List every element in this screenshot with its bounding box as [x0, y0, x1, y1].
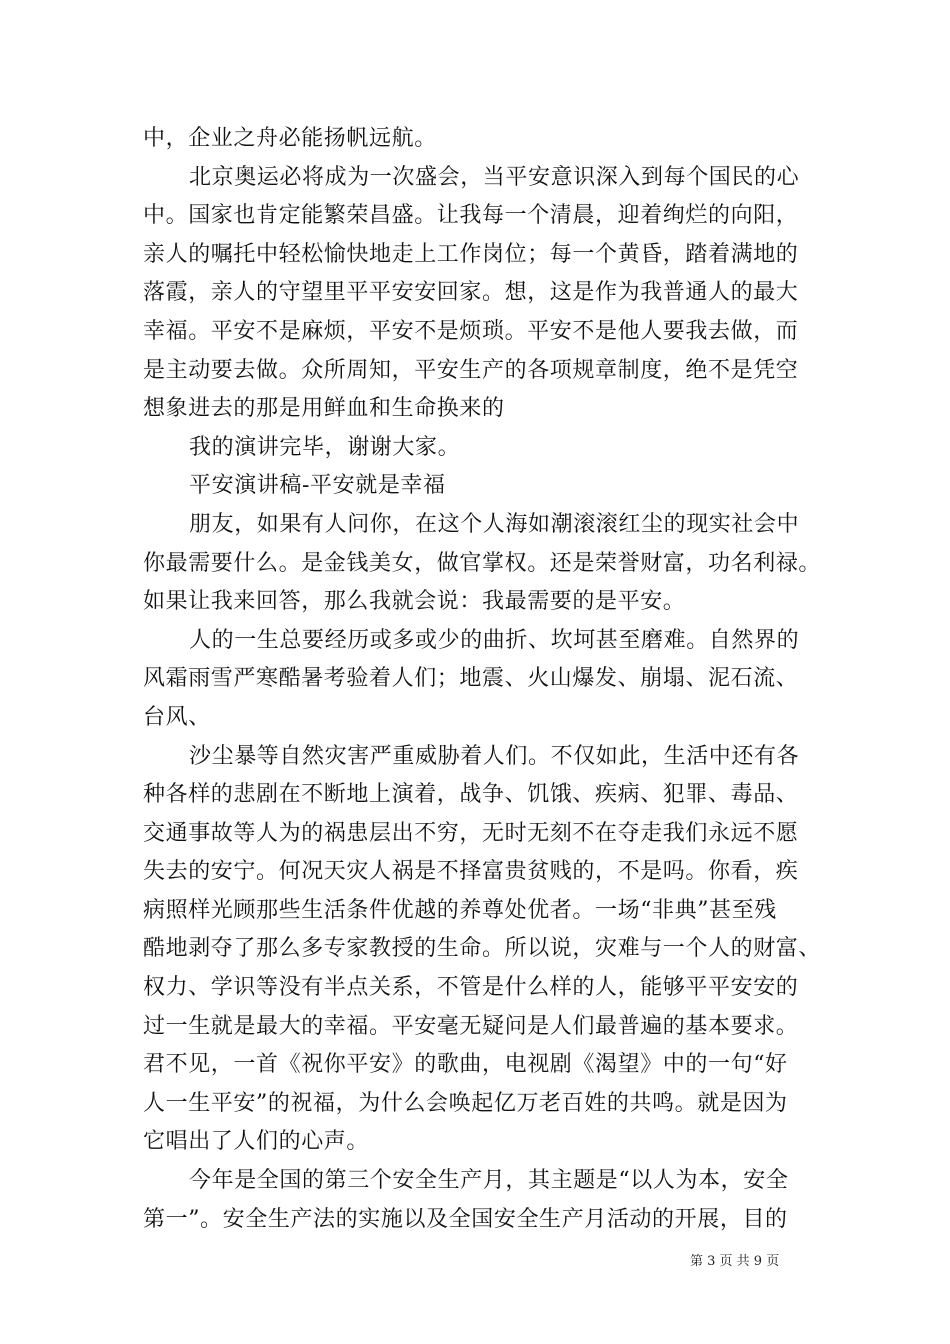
- page-number-footer: 第 3 页 共 9 页: [690, 1254, 780, 1269]
- text-line: 人一生平安”的祝福，为什么会唤起亿万老百姓的共鸣。就是因为: [143, 1090, 788, 1116]
- text-line: 今年是全国的第三个安全生产月，其主题是“以人为本，安全: [189, 1168, 789, 1194]
- text-line: 台风、: [143, 704, 211, 730]
- text-line: 落霞，亲人的守望里平平安安回家。想，这是作为我普通人的最大: [143, 280, 799, 306]
- text-line: 人的一生总要经历或多或少的曲折、坎坷甚至磨难。自然界的: [189, 627, 800, 653]
- text-line: 风霜雨雪严寒酷暑考验着人们；地震、火山爆发、崩塌、泥石流、: [143, 666, 799, 692]
- text-line: 病照样光顾那些生活条件优越的养尊处优者。一场“非典”甚至残: [143, 897, 777, 923]
- text-line: 平安演讲稿-平安就是幸福: [189, 473, 446, 499]
- text-line: 朋友，如果有人问你，在这个人海如潮滚滚红尘的现实社会中: [189, 511, 800, 537]
- text-line: 过一生就是最大的幸福。平安毫无疑问是人们最普遍的基本要求。: [143, 1013, 799, 1039]
- body-text: [143, 120, 823, 1239]
- text-line: 第一”。安全生产法的实施以及全国安全生产月活动的开展，目的: [143, 1206, 788, 1232]
- text-line: 亲人的嘱托中轻松愉快地走上工作岗位；每一个黄昏，踏着满地的: [143, 241, 799, 267]
- text-line: 中，企业之舟必能扬帆远航。: [143, 126, 437, 151]
- text-line: 君不见，一首《祝你平安》的歌曲，电视剧《渴望》中的一句“好: [143, 1052, 788, 1078]
- text-line: 想象进去的那是用鲜血和生命换来的: [143, 396, 505, 422]
- text-line: 我的演讲完毕，谢谢大家。: [189, 434, 461, 460]
- text-line: 如果让我来回答，那么我就会说：我最需要的是平安。: [143, 589, 686, 615]
- text-line: 是主动要去做。众所周知，平安生产的各项规章制度，绝不是凭空: [143, 357, 799, 383]
- text-line: 酷地剥夺了那么多专家教授的生命。所以说，灾难与一个人的财富、: [143, 936, 822, 962]
- text-line: 失去的安宁。何况天灾人祸是不择富贵贫贱的，不是吗。你看，疾: [143, 859, 799, 885]
- text-line: 沙尘暴等自然灾害严重威胁着人们。不仅如此，生活中还有各: [189, 743, 800, 769]
- text-line: 北京奥运必将成为一次盛会，当平安意识深入到每个国民的心: [189, 164, 800, 190]
- text-line: 幸福。平安不是麻烦，平安不是烦琐。平安不是他人要我去做，而: [143, 318, 799, 344]
- text-line: 种各样的悲剧在不断地上演着，战争、饥饿、疾病、犯罪、毒品、: [143, 782, 799, 808]
- text-line: 中。国家也肯定能繁荣昌盛。让我每一个清晨，迎着绚烂的向阳，: [143, 203, 799, 229]
- text-line: 交通事故等人为的祸患层出不穷，无时无刻不在夺走我们永远不愿: [143, 820, 799, 846]
- text-line: 权力、学识等没有半点关系，不管是什么样的人，能够平平安安的: [143, 975, 799, 1001]
- text-line: 它唱出了人们的心声。: [143, 1129, 370, 1155]
- text-line: 你最需要什么。是金钱美女，做官掌权。还是荣誉财富，功名利禄。: [143, 550, 822, 576]
